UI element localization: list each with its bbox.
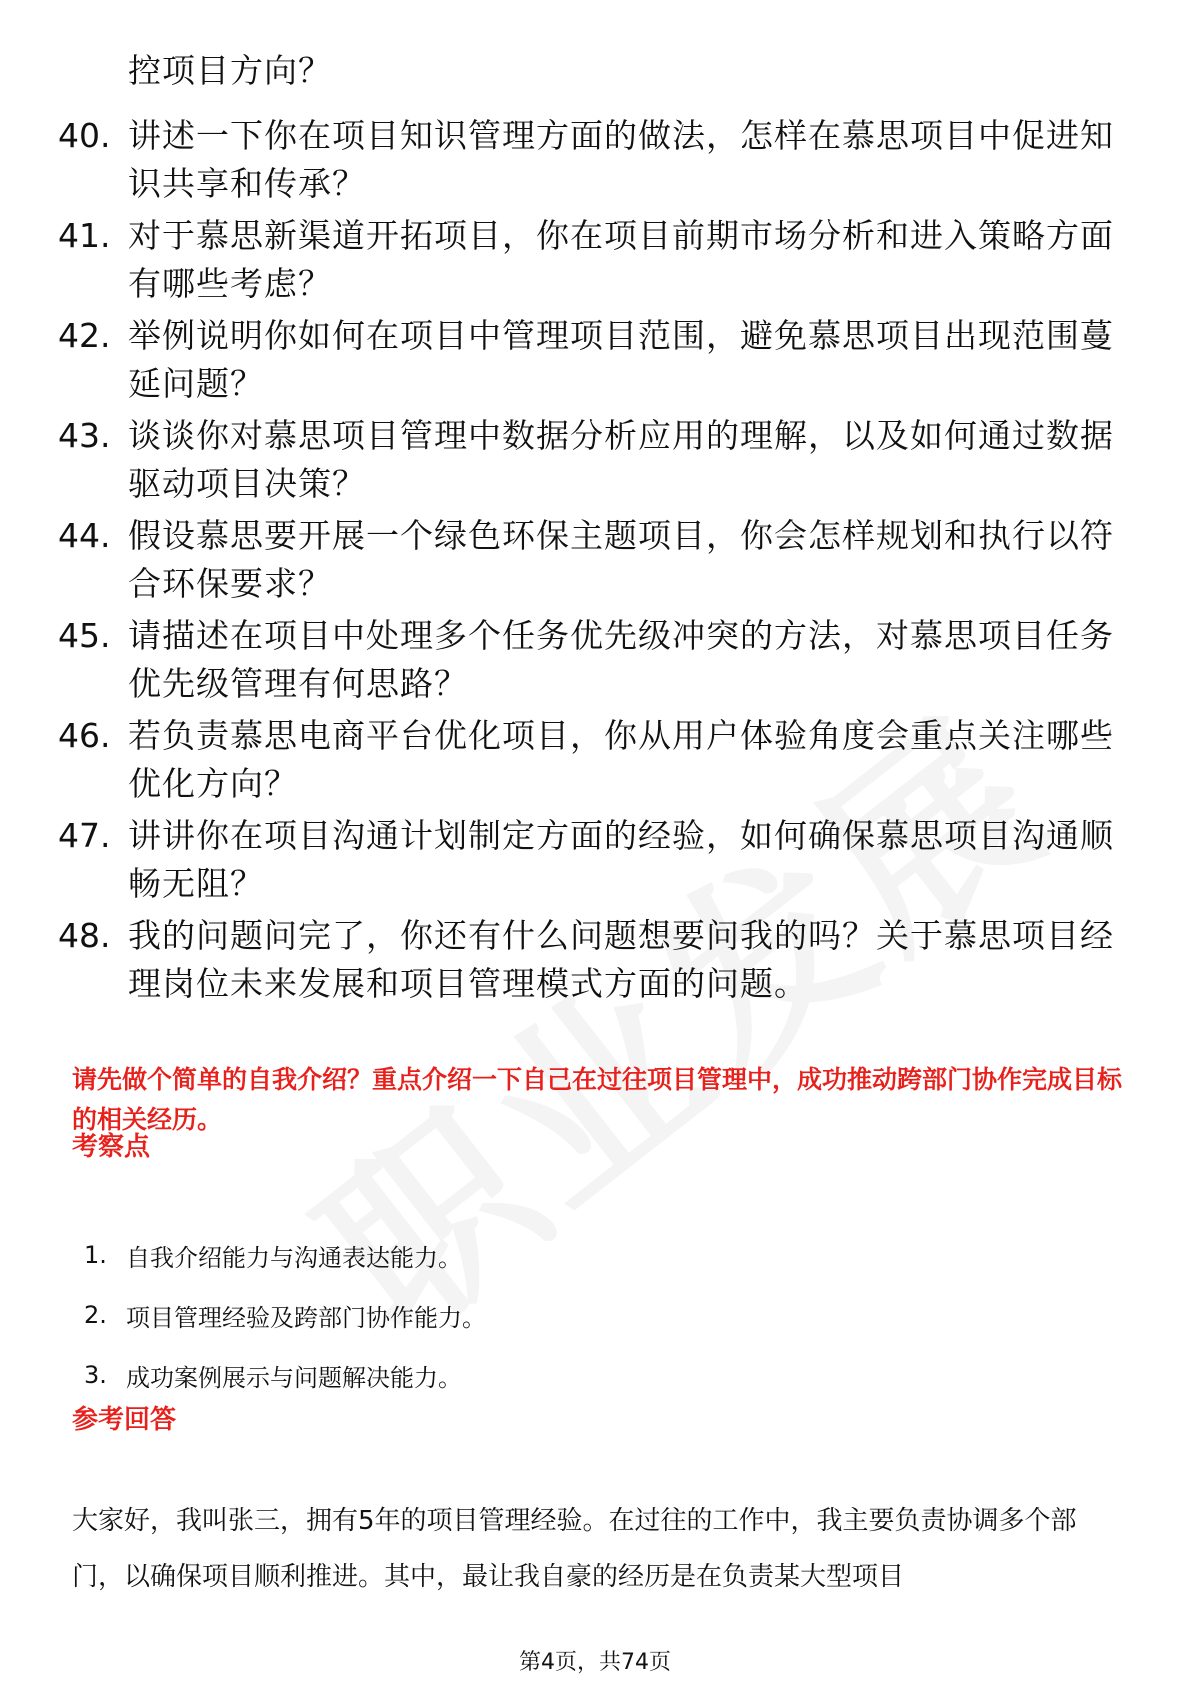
question-item [58, 612, 1138, 708]
question-number: 40. [58, 116, 111, 155]
question-text: 讲讲你在项目沟通计划制定方面的经验，如何确保慕思项目沟通顺畅无阻？ [128, 816, 1114, 903]
question-number: 48. [58, 916, 111, 955]
question-number: 41. [58, 216, 111, 255]
assessment-point-text: 自我介绍能力与沟通表达能力。 [126, 1243, 462, 1272]
question-text: 谈谈你对慕思项目管理中数据分析应用的理解，以及如何通过数据驱动项目决策？ [128, 416, 1114, 503]
question-item [58, 512, 1138, 608]
assessment-point [84, 1225, 1084, 1285]
highlight-question: 请先做个简单的自我介绍？重点介绍一下自己在过往项目管理中，成功推动跨部门协作完成目标的相关经历。 [72, 1065, 1123, 1134]
reference-answer [72, 1493, 1122, 1605]
question-item [58, 312, 1138, 408]
question-list [58, 112, 1138, 1012]
continued-question-text: 控项目方向？ [128, 51, 332, 90]
assessment-point-number: 3. [84, 1361, 107, 1389]
question-item [58, 812, 1138, 908]
assessment-point-text: 项目管理经验及跨部门协作能力。 [126, 1303, 486, 1332]
question-item [58, 112, 1138, 208]
section-title-cankao: 参考回答 [72, 1405, 177, 1435]
assessment-point-number: 2. [84, 1301, 107, 1329]
question-item [58, 912, 1138, 1008]
section-title-kaochadian: 考察点 [72, 1132, 151, 1162]
question-item [58, 412, 1138, 508]
assessment-point [84, 1285, 1084, 1345]
question-text: 讲述一下你在项目知识管理方面的做法，怎样在慕思项目中促进知识共享和传承？ [128, 116, 1114, 203]
assessment-point-number: 1. [84, 1241, 107, 1269]
assessment-points-list [84, 1225, 1084, 1405]
question-number: 46. [58, 716, 111, 755]
question-text: 举例说明你如何在项目中管理项目范围，避免慕思项目出现范围蔓延问题？ [128, 316, 1114, 403]
question-text: 假设慕思要开展一个绿色环保主题项目，你会怎样规划和执行以符合环保要求？ [128, 516, 1114, 603]
question-item [58, 212, 1138, 308]
assessment-point-text: 成功案例展示与问题解决能力。 [126, 1363, 462, 1392]
assessment-point [84, 1345, 1084, 1405]
question-number: 43. [58, 416, 111, 455]
reference-answer-text: 大家好，我叫张三，拥有5年的项目管理经验。在过往的工作中，我主要负责协调多个部门，以确保项目顺利推进。其中，最让我自豪的经历是在负责某大型项目 [72, 1506, 1077, 1592]
question-number: 47. [58, 816, 111, 855]
question-number: 44. [58, 516, 111, 555]
question-text: 请描述在项目中处理多个任务优先级冲突的方法，对慕思项目任务优先级管理有何思路？ [128, 616, 1114, 703]
question-number: 42. [58, 316, 111, 355]
question-text: 我的问题问完了，你还有什么问题想要问我的吗？关于慕思项目经理岗位未来发展和项目管理模式方面的问题。 [128, 916, 1114, 1003]
question-text: 若负责慕思电商平台优化项目，你从用户体验角度会重点关注哪些优化方向？ [128, 716, 1114, 803]
question-item [58, 712, 1138, 808]
page-footer: 第4页，共74页 [519, 1650, 671, 1675]
question-text: 对于慕思新渠道开拓项目，你在项目前期市场分析和进入策略方面有哪些考虑？ [128, 216, 1114, 303]
question-number: 45. [58, 616, 111, 655]
